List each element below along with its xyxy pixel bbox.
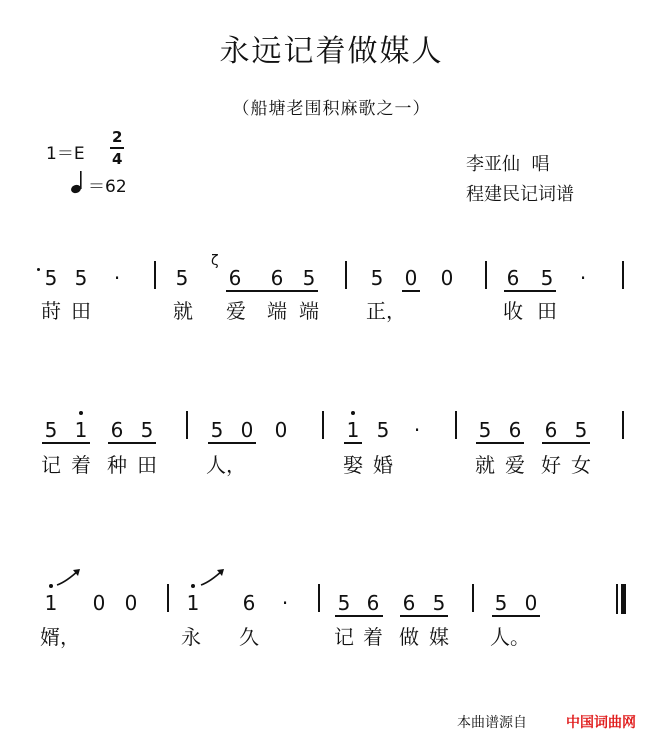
beam-underline [476, 442, 524, 444]
note: 5 [337, 591, 351, 615]
note: 5 [74, 266, 88, 290]
song-subtitle: （船塘老围积麻歌之一） [232, 99, 431, 119]
lyric: 正， [366, 299, 406, 323]
note: 6 [110, 418, 124, 442]
time-signature-denominator: 4 [112, 150, 123, 168]
rest: 0 [440, 266, 454, 290]
lyric: 人。 [490, 625, 530, 649]
barline [472, 584, 474, 612]
lyric: 莳 [41, 299, 61, 323]
beam-underline [344, 442, 362, 444]
barline [154, 261, 156, 289]
transcriber-credit: 程建民记词谱 [466, 184, 574, 205]
final-barline-thin [616, 584, 618, 614]
lyric: 端 [299, 299, 319, 323]
note: 6 [366, 591, 380, 615]
note-dot: · [281, 591, 289, 615]
note: 5 [175, 266, 189, 290]
note: 6 [402, 591, 416, 615]
tempo-marking: ＝62 [88, 177, 127, 197]
source-note: 本曲谱源自 [457, 715, 527, 731]
rest: 0 [240, 418, 254, 442]
note: 5 [432, 591, 446, 615]
note: 5 [140, 418, 154, 442]
lyric: 记 [334, 625, 354, 649]
rest: 0 [124, 591, 138, 615]
barline [622, 261, 624, 289]
note: 6 [242, 591, 256, 615]
lyric: 就 [475, 453, 495, 477]
note: 5 [574, 418, 588, 442]
note: 6 [270, 266, 284, 290]
note-dot: · [113, 266, 121, 290]
pickup-dot [37, 268, 40, 271]
note: 6 [508, 418, 522, 442]
rest: 0 [404, 266, 418, 290]
high-octave-dot [351, 411, 355, 415]
lyric: 就 [173, 299, 193, 323]
time-signature-numerator: 2 [112, 128, 123, 146]
rising-slide-arrow-icon [198, 566, 228, 588]
note: 6 [506, 266, 520, 290]
lyric: 好 [541, 453, 561, 477]
lyric: 爱 [226, 299, 246, 323]
beam-underline [335, 615, 383, 617]
lyric: 田 [137, 453, 157, 477]
high-octave-dot [49, 584, 53, 588]
barline [186, 411, 188, 439]
rest: 0 [274, 418, 288, 442]
beam-underline [400, 615, 448, 617]
barline [345, 261, 347, 289]
singer-credit: 李亚仙 唱 [466, 154, 550, 175]
lyric: 婿， [40, 625, 80, 649]
lyric: 女 [571, 453, 591, 477]
lyric: 田 [537, 299, 557, 323]
rest: 0 [92, 591, 106, 615]
barline [622, 411, 624, 439]
note-dot: · [579, 266, 587, 290]
lyric: 收 [503, 299, 523, 323]
lyric: 记 [41, 453, 61, 477]
beam-underline [504, 290, 556, 292]
quarter-note-icon [70, 169, 88, 195]
lyric: 着 [363, 625, 383, 649]
lyric: 种 [107, 453, 127, 477]
lyric: 娶 [343, 453, 363, 477]
note: 1 [44, 591, 58, 615]
note: 6 [228, 266, 242, 290]
beam-underline [402, 290, 420, 292]
note-dot: · [413, 418, 421, 442]
note: 1 [186, 591, 200, 615]
lyric: 人， [206, 453, 246, 477]
barline [485, 261, 487, 289]
barline [318, 584, 320, 612]
beam-underline [492, 615, 540, 617]
lyric: 媒 [429, 625, 449, 649]
grace-mark: ζ [211, 253, 219, 269]
rising-slide-arrow-icon [54, 566, 84, 588]
lyric: 爱 [505, 453, 525, 477]
note: 5 [210, 418, 224, 442]
beam-underline [42, 442, 90, 444]
beam-underline [542, 442, 590, 444]
lyric: 端 [267, 299, 287, 323]
lyric: 久 [239, 625, 259, 649]
lyric: 做 [399, 625, 419, 649]
barline [455, 411, 457, 439]
note: 5 [478, 418, 492, 442]
rest: 0 [524, 591, 538, 615]
beam-underline [108, 442, 156, 444]
note: 5 [376, 418, 390, 442]
barline [322, 411, 324, 439]
song-title: 永远记着做媒人 [219, 34, 444, 69]
barline [167, 584, 169, 612]
note: 6 [544, 418, 558, 442]
high-octave-dot [191, 584, 195, 588]
note: 5 [44, 418, 58, 442]
time-signature-line [110, 147, 124, 149]
beam-underline [226, 290, 318, 292]
note: 1 [74, 418, 88, 442]
lyric: 婚 [373, 453, 393, 477]
note: 1 [346, 418, 360, 442]
lyric: 着 [71, 453, 91, 477]
note: 5 [370, 266, 384, 290]
high-octave-dot [79, 411, 83, 415]
lyric: 永 [181, 625, 201, 649]
note: 5 [44, 266, 58, 290]
lyric: 田 [71, 299, 91, 323]
final-barline-thick [621, 584, 626, 614]
note: 5 [494, 591, 508, 615]
beam-underline [208, 442, 256, 444]
note: 5 [540, 266, 554, 290]
key-signature: 1＝E [46, 144, 85, 164]
site-brand[interactable]: 中国词曲网 [566, 715, 636, 731]
note: 5 [302, 266, 316, 290]
